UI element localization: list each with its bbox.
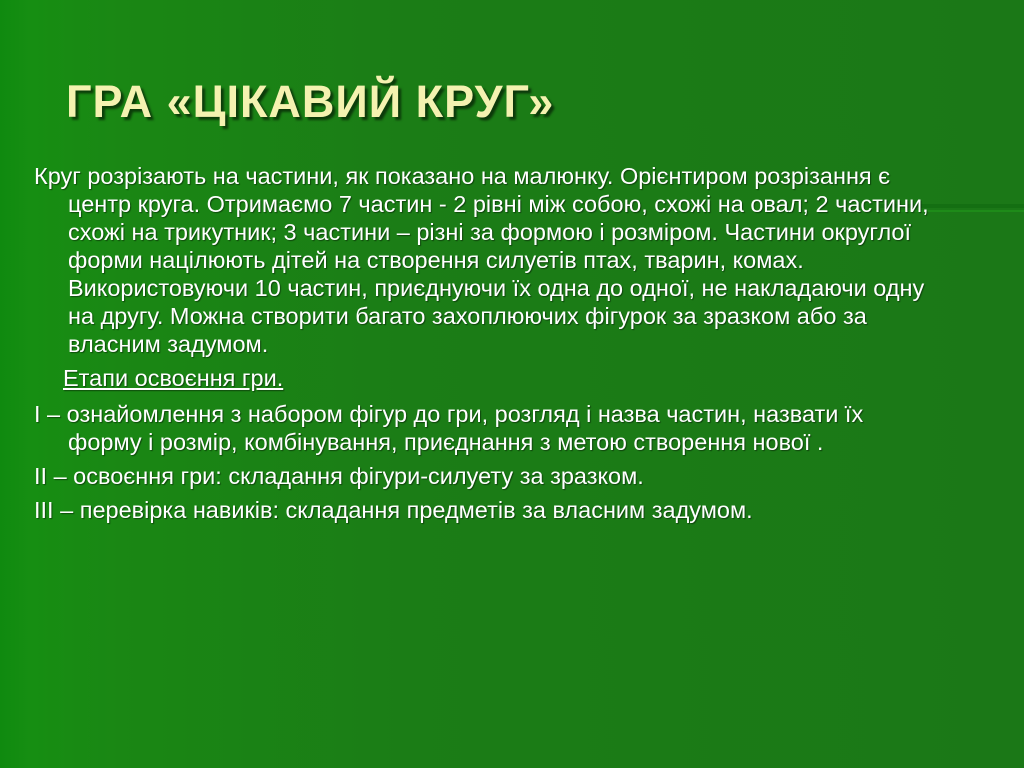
slide-title: ГРА «ЦІКАВИЙ КРУГ» bbox=[66, 76, 555, 127]
slide-body bbox=[34, 162, 934, 530]
stage-2-paragraph: ІІ – освоєння гри: складання фігури-силуету за зразком. bbox=[34, 463, 644, 489]
stage-3-paragraph: ІІІ – перевірка навиків: складання предметів за власним задумом. bbox=[34, 497, 753, 523]
intro-paragraph: Круг розрізають на частини, як показано на малюнку. Орієнтиром розрізання є центр круга. Отримаємо 7 частин - 2 рівні між собою, схожі на овал; 2 частини, схожі на трикутник; 3 частини – різні за формою і розміром. Частини округлої форми націлюють дітей на створення силуетів птах, тварин, комах. Використовуючи 10 частин, приєднуючи їх одна до одної, не накладаючи одну на другу. Можна створити багато захоплюючих фігурок за зразком або за власним задумом. bbox=[34, 163, 929, 357]
stage-1-paragraph: І – ознайомлення з набором фігур до гри, розгляд і назва частин, назвати їх форму і розмір, комбінування, приєднання з метою створення нової . bbox=[34, 401, 864, 455]
stages-heading bbox=[34, 364, 934, 392]
stages-heading-text: Етапи освоєння гри. bbox=[63, 365, 284, 391]
